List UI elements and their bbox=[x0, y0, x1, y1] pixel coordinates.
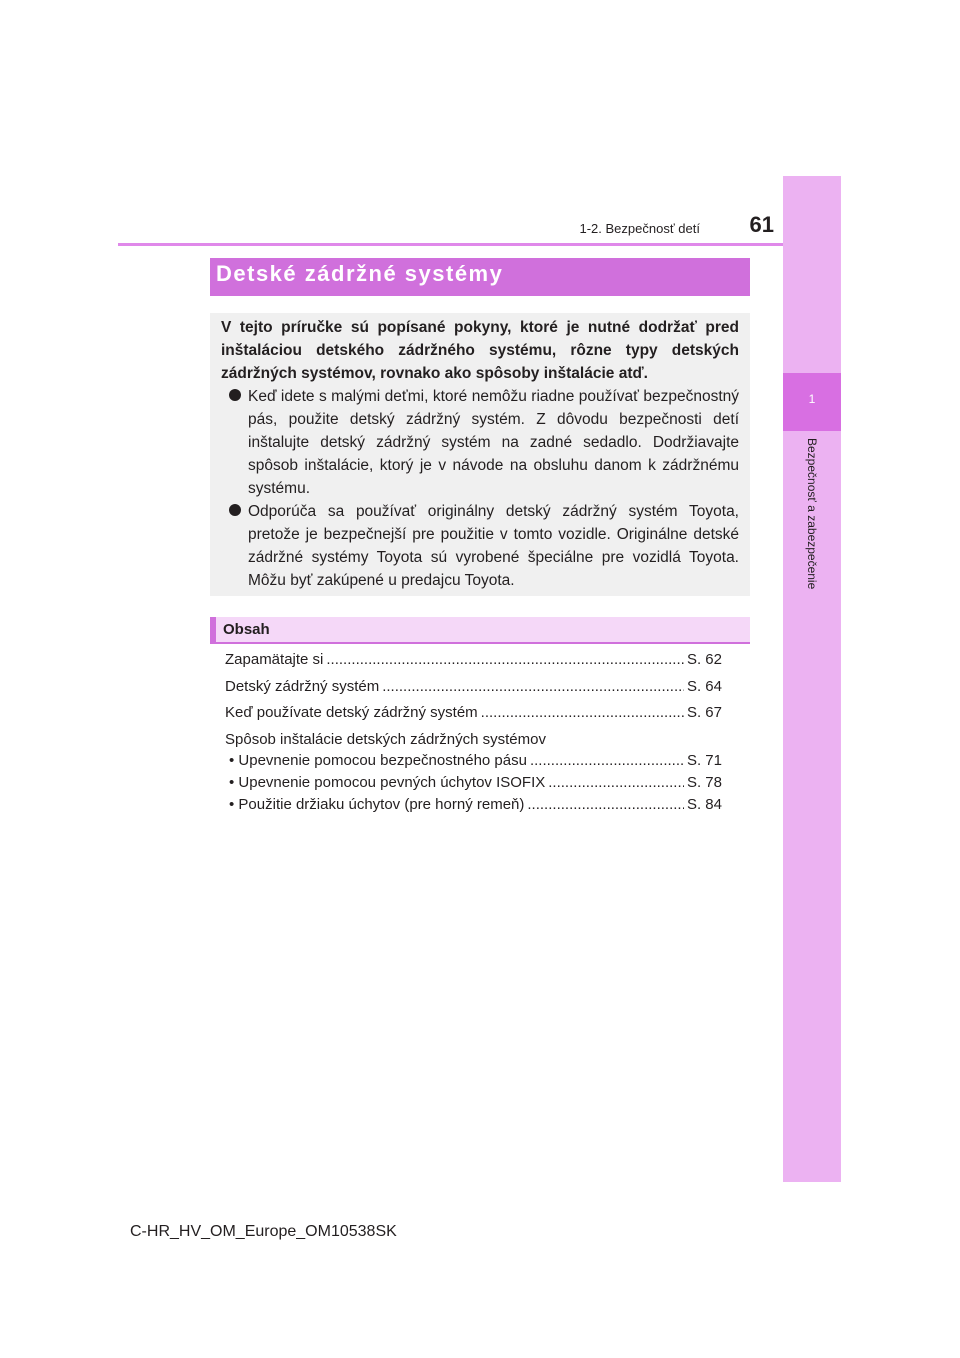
toc-entry-page: S. 84 bbox=[686, 796, 722, 813]
chapter-side-tab bbox=[783, 176, 841, 1182]
intro-lead: V tejto príručke sú popísané pokyny, ktoré je nutné dodržať pred inštaláciou detského zádržného systému, rôzne typy detských zádržných systémov, rovnako ako spôsoby inštalácie atď. bbox=[221, 319, 739, 382]
toc-entry-page: S. 64 bbox=[686, 678, 722, 695]
toc-entry[interactable] bbox=[225, 703, 722, 723]
toc-group-title: Spôsob inštalácie detských zádržných systémov bbox=[225, 731, 546, 748]
bullet-icon bbox=[229, 504, 241, 516]
toc-entry-page: S. 67 bbox=[686, 704, 722, 721]
toc-entry[interactable] bbox=[225, 677, 722, 697]
toc-entry[interactable] bbox=[225, 650, 722, 670]
toc-entry-title: • Upevnenie pomocou pevných úchytov ISOFIX bbox=[229, 774, 546, 791]
footer-doc-code: C-HR_HV_OM_Europe_OM10538SK bbox=[130, 1223, 397, 1240]
toc-leader bbox=[326, 650, 684, 670]
toc-leader bbox=[382, 677, 684, 697]
chapter-title: Bezpečnosť a zabezpečenie bbox=[805, 438, 819, 590]
toc-sub-entry[interactable] bbox=[229, 751, 722, 771]
toc-entry-page: S. 71 bbox=[686, 752, 722, 769]
toc-entry-title: Detský zádržný systém bbox=[225, 678, 380, 695]
toc-entry-title: Keď používate detský zádržný systém bbox=[225, 704, 478, 721]
toc-entry-page: S. 78 bbox=[686, 774, 722, 791]
toc-entry-title: Zapamätajte si bbox=[225, 651, 324, 668]
bullet-icon bbox=[229, 389, 241, 401]
intro-bullet-text: Odporúča sa používať originálny detský zádržný systém Toyota, pretože je bezpečnejší pre použitie v tomto vozidle. Originálne detské zádržné systémy Toyota sú vyrobené špeciálne pre vozidlá Toyota. Môžu byť zakúpené u predajcu Toyota. bbox=[248, 503, 739, 589]
toc-entry-title: • Upevnenie pomocou bezpečnostného pásu bbox=[229, 752, 527, 769]
toc-entry-page: S. 62 bbox=[686, 651, 722, 668]
toc-sub-entry[interactable] bbox=[229, 795, 722, 815]
section-header: 1-2. Bezpečnosť detí bbox=[579, 221, 700, 236]
toc-leader bbox=[481, 703, 684, 723]
intro-bullet-text: Keď idete s malými deťmi, ktoré nemôžu riadne používať bezpečnostný pás, použite detský zádržný systém. Z dôvodu bezpečnosti detí inštalujte detský zádržný systém na zadné sedadlo. Dodržiavajte spôsob inštalácie, ktorý je v návode na obsluhu danom k zádržnému systému. bbox=[248, 388, 739, 497]
toc-leader bbox=[527, 795, 684, 815]
toc-leader bbox=[530, 751, 684, 771]
toc-sub-entry[interactable] bbox=[229, 773, 722, 793]
chapter-number: 1 bbox=[808, 392, 816, 406]
contents-label: Obsah bbox=[223, 621, 270, 638]
contents-bar-accent bbox=[210, 617, 216, 644]
contents-bar bbox=[210, 617, 750, 644]
header-rule bbox=[118, 243, 783, 246]
toc-leader bbox=[548, 773, 684, 793]
page-number: 61 bbox=[749, 212, 774, 237]
page-title: Detské zádržné systémy bbox=[216, 261, 504, 286]
toc-entry-title: • Použitie držiaku úchytov (pre horný remeň) bbox=[229, 796, 525, 813]
